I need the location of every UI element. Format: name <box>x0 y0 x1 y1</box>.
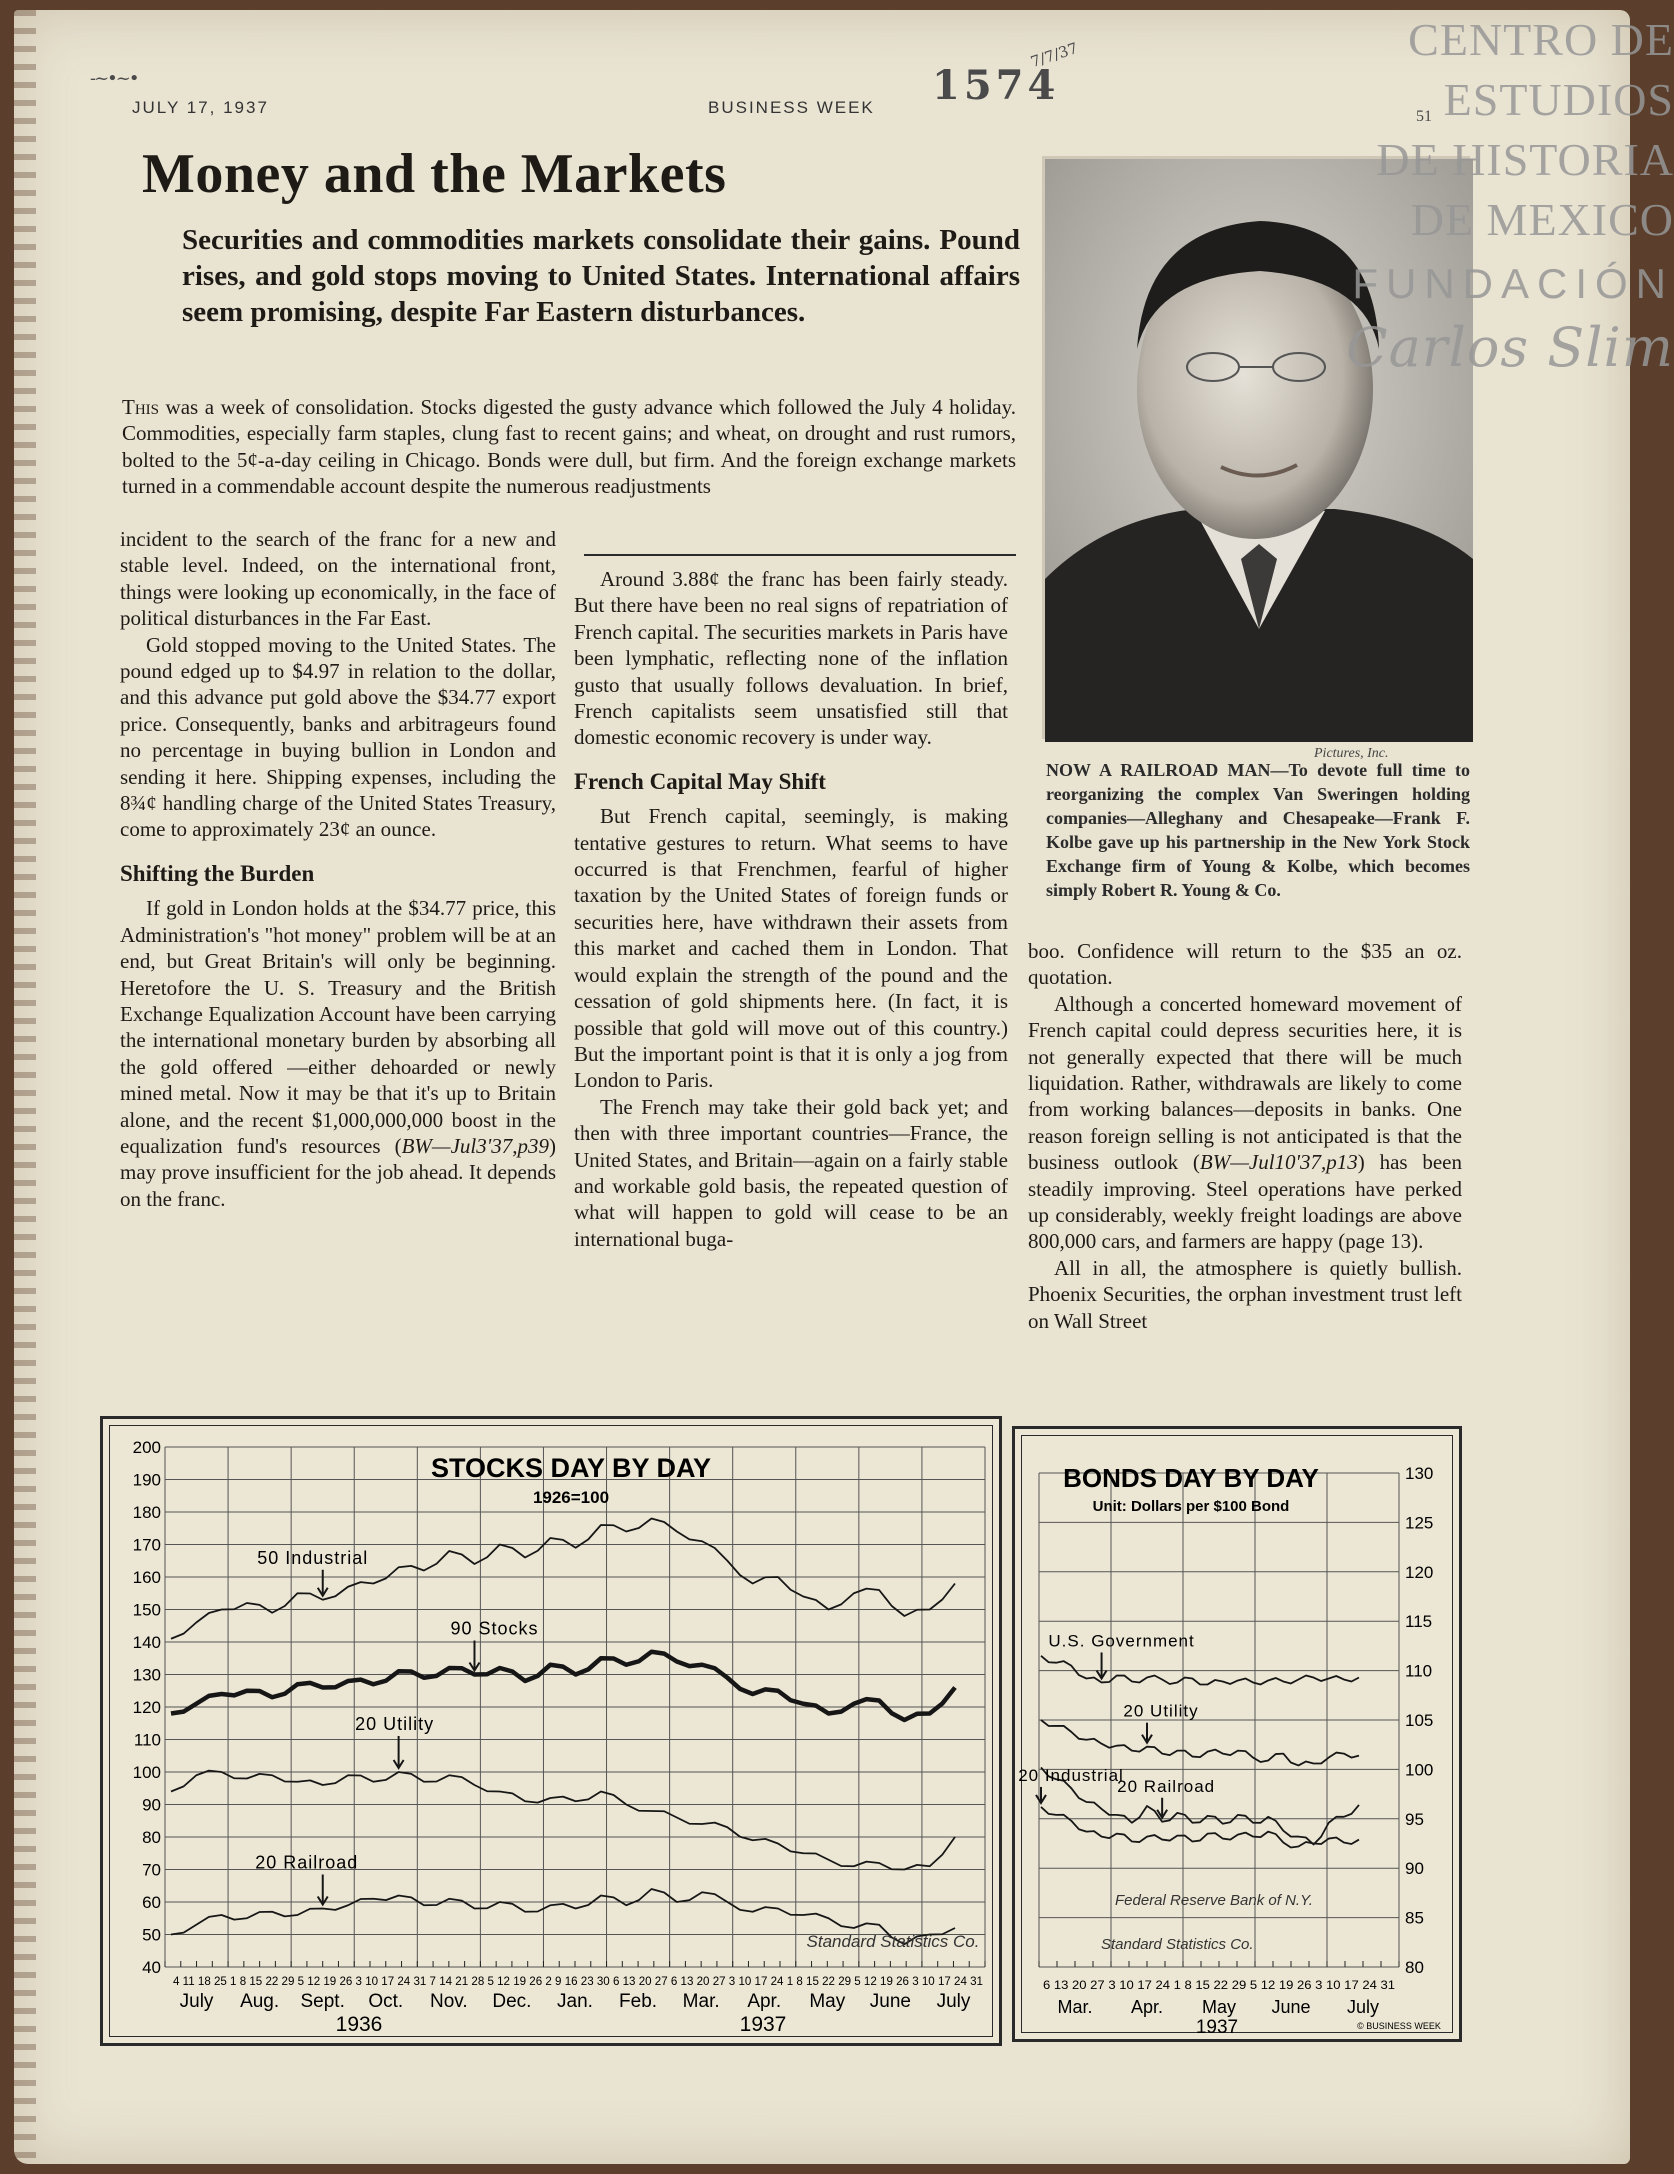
col3-paragraph-3: All in all, the atmosphere is quietly bullish. Phoenix Securities, the orphan investment trust left on Wall Street <box>1028 1255 1462 1333</box>
stocks-month-label: Oct. <box>368 1991 404 2012</box>
col3-paragraph-2: Although a concerted homeward movement of French capital could depress securities here, it is not generally expected that there will be much liquidation. Rather, withdrawals are likely to come from working balances—deposits in banks. One reason foreign selling is not anticipated is that the business outlook (BW—Jul10'37,p13) has been steadily improving. Steel operations have perked up considerably, weekly freight loadings are above 800,000 cars, and farmers are happy (page 13). <box>1028 991 1462 1254</box>
lead-text: was a week of consolidation. Stocks digested the gusty advance which followed the July 4 holiday. Commodities, especially farm staples, clung fast to recent gains; and wheat, on drought and rust rumors, bolted to the 5¢-a-day ceiling in Chicago. Bonds were dull, but firm. And the foreign exchange markets turned in a commendable account despite the numerous readjustments <box>122 395 1016 499</box>
bonds-x-day-ticks: 6 13 20 27 3 10 17 24 1 8 15 22 29 5 12 19 26 3 10 17 24 31 <box>1043 1978 1396 1992</box>
watermark-line-5: FUNDACIÓN <box>1352 260 1674 307</box>
watermark-line-4: DE MEXICO <box>1410 194 1674 245</box>
stocks-chart-svg <box>103 1419 999 2043</box>
bonds-chart-svg <box>1015 1429 1459 2039</box>
watermark-line-2: ESTUDIOS <box>1443 74 1674 125</box>
stocks-month-label: Mar. <box>682 1991 720 2012</box>
stocks-y-tick-label: 80 <box>142 1828 161 1847</box>
stocks-series-label: 20 Railroad <box>255 1852 359 1873</box>
bonds-y-tick-label: 120 <box>1405 1562 1434 1582</box>
subhead-shifting-the-burden: Shifting the Burden <box>120 860 315 886</box>
watermark-line-1: CENTRO DE <box>1408 14 1674 65</box>
article-column-3 <box>1028 938 1462 1334</box>
bonds-y-tick-label: 80 <box>1405 1958 1424 1977</box>
stocks-year-1936: 1936 <box>335 2013 383 2036</box>
stocks-month-label: Jan. <box>557 1991 593 2012</box>
bonds-y-tick-label: 95 <box>1405 1809 1424 1829</box>
stocks-series-label: 50 Industrial <box>257 1547 369 1568</box>
handwritten-note: 7/7/37 <box>1028 38 1080 72</box>
bonds-month-label: June <box>1271 1997 1311 2017</box>
photo-caption: NOW A RAILROAD MAN—To devote full time to reorganizing the complex Van Sweringen holding companies—Alleghany and Chesapeake—Frank F. Kolbe gave up his partnership in the New York Stock Exchange firm of Young & Kolbe, which becomes simply Robert R. Young & Co. <box>1046 760 1470 900</box>
magazine-page <box>14 10 1674 2164</box>
col2-paragraph-3: The French may take their gold back yet; and then with three important countries—France, the United States, and Britain—again on a fairly stable and workable gold basis, the repeated question of what will happen to gold will cease to be an international buga- <box>574 1094 1008 1251</box>
stocks-y-tick-label: 170 <box>132 1535 161 1555</box>
col1-paragraph-2: Gold stopped moving to the United States. The pound edged up to $4.97 in relation to the dollar, and this advance put gold above the $34.77 export price. Consequently, banks and arbitrageurs found no percentage in buying bullion in London and sending it here. Shipping expenses, including the 8¾¢ handling charge of the United States Treasury, come to approximately 23¢ an ounce. <box>120 632 556 842</box>
article-column-2 <box>574 566 1008 1252</box>
bonds-source-2: Standard Statistics Co. <box>1101 1936 1254 1953</box>
bonds-series-label: 20 Railroad <box>1117 1776 1216 1796</box>
lead-word: This <box>122 395 159 419</box>
stocks-month-label: Sept. <box>300 1991 345 2012</box>
bonds-y-tick-label: 130 <box>1405 1464 1434 1483</box>
stocks-month-label: May <box>809 1991 846 2012</box>
stocks-series-label: 90 Stocks <box>450 1618 539 1639</box>
stocks-month-label: Aug. <box>240 1991 280 2012</box>
stocks-month-label: July <box>936 1991 971 2012</box>
bonds-copyright: © BUSINESS WEEK <box>1357 2021 1441 2031</box>
stocks-month-label: June <box>869 1991 911 2012</box>
bonds-month-label: Mar. <box>1057 1997 1093 2017</box>
col2-paragraph-2: But French capital, seemingly, is making tentative gestures to return. What seems to have occurred is that Frenchmen, fearful of higher taxation by the United States of foreign funds or securities here, have withdrawn their assets from this market and cached them in London. That would explain the strength of the pound and the cessation of gold shipments here. (In fact, it is possible that gold will move out of this country.) But the important point is that it is only a jog from London to Paris. <box>574 804 1008 1093</box>
stocks-y-tick-label: 190 <box>132 1470 161 1490</box>
stocks-chart-subtitle: 1926=100 <box>532 1488 610 1507</box>
stocks-month-label: Nov. <box>430 1991 468 2012</box>
watermark-line-3: DE HISTORIA <box>1376 134 1674 185</box>
stocks-chart <box>100 1416 1002 2046</box>
col2-paragraph-1: Around 3.88¢ the franc has been fairly steady. But there have been no real signs of repatriation of French capital. The securities markets in Paris have been lymphatic, reflecting none of the inflation gusto that usually follows devaluation. In brief, French capitalists seem unsatisfied still that domestic economic recovery is under way. <box>574 567 1008 750</box>
stocks-source: Standard Statistics Co. <box>806 1932 980 1951</box>
stocks-y-tick-label: 110 <box>133 1730 161 1750</box>
bonds-chart <box>1012 1426 1462 2042</box>
stocks-y-tick-label: 40 <box>142 1958 161 1977</box>
column-divider-rule <box>584 554 1016 556</box>
stocks-chart-title: STOCKS DAY BY DAY <box>430 1453 712 1483</box>
bw-reference-2: BW—Jul10'37,p13 <box>1199 1150 1358 1175</box>
stocks-y-tick-label: 120 <box>132 1698 161 1717</box>
header-margin-mark: -~•~• <box>90 68 138 89</box>
bonds-y-tick-label: 105 <box>1405 1711 1434 1730</box>
bonds-month-label: May <box>1201 1997 1237 2017</box>
stocks-month-label: Apr. <box>747 1991 782 2012</box>
bonds-year-1937: 1937 <box>1195 2017 1239 2038</box>
stocks-month-label: July <box>179 1991 214 2012</box>
stocks-y-tick-label: 130 <box>132 1665 161 1685</box>
page-number: 51 <box>1416 108 1432 125</box>
bonds-y-tick-label: 90 <box>1405 1859 1424 1879</box>
bonds-y-tick-label: 125 <box>1405 1513 1434 1533</box>
stocks-y-tick-label: 90 <box>142 1795 161 1815</box>
lead-paragraph <box>122 394 1016 500</box>
bonds-y-tick-label: 100 <box>1405 1760 1434 1780</box>
stocks-y-tick-label: 50 <box>142 1925 161 1945</box>
bonds-series-label: 20 Industrial <box>1018 1765 1124 1785</box>
watermark-signature: Carlos Slim <box>1346 316 1674 379</box>
stocks-year-1937: 1937 <box>739 2013 787 2036</box>
col3-paragraph-1: boo. Confidence will return to the $35 an oz. quotation. <box>1028 939 1462 990</box>
bonds-series-label: U.S. Government <box>1048 1631 1195 1651</box>
stocks-y-tick-label: 100 <box>132 1763 161 1782</box>
stocks-month-label: Dec. <box>492 1991 532 2012</box>
issue-date: JULY 17, 1937 <box>132 98 269 117</box>
bonds-y-tick-label: 85 <box>1405 1908 1424 1928</box>
bonds-y-tick-label: 115 <box>1405 1612 1433 1632</box>
photo-credit: Pictures, Inc. <box>1314 746 1389 761</box>
article-title: Money and the Markets <box>142 143 727 205</box>
bonds-y-tick-label: 110 <box>1405 1661 1433 1681</box>
stocks-month-label: Feb. <box>619 1991 658 2012</box>
stocks-series-line <box>171 1519 955 1639</box>
bonds-series-label: 20 Utility <box>1123 1701 1199 1721</box>
stocks-y-tick-label: 140 <box>132 1633 161 1652</box>
bonds-month-label: Apr. <box>1130 1997 1164 2017</box>
stocks-y-tick-label: 180 <box>132 1503 161 1522</box>
subhead-french-capital: French Capital May Shift <box>574 768 826 794</box>
archive-watermark <box>1294 10 1674 378</box>
stocks-x-day-ticks: 4 11 18 25 1 8 15 22 29 5 12 19 26 3 10 17 24 31 7 14 21 28 5 12 19 26 2 9 16 23 30 6 13 20 27 6 13 20 27 3 10 17 24 1 8 15 22 29 5 12 19 26 3 10 17 24 31 <box>173 1974 984 1988</box>
bonds-chart-title: BONDS DAY BY DAY <box>1063 1463 1319 1493</box>
stocks-y-tick-label: 60 <box>142 1893 161 1912</box>
bonds-month-label: July <box>1346 1997 1380 2017</box>
bw-reference: BW—Jul3'37,p39 <box>401 1133 549 1158</box>
publication-name: BUSINESS WEEK <box>708 98 875 117</box>
handwritten-stamp-number: 1574 <box>932 62 1060 109</box>
bonds-chart-subtitle: Unit: Dollars per $100 Bond <box>1092 1498 1290 1515</box>
article-column-1 <box>120 526 556 1212</box>
article-deck: Securities and commodities markets consolidate their gains. Pound rises, and gold stops moving to United States. International affairs seem promising, despite Far Eastern disturbances. <box>182 224 1020 328</box>
bonds-source-1: Federal Reserve Bank of N.Y. <box>1115 1892 1313 1909</box>
stocks-series-line <box>171 1652 955 1720</box>
stocks-y-tick-label: 200 <box>132 1438 161 1457</box>
col1-paragraph-3: If gold in London holds at the $34.77 price, this Administration's "hot money" problem will be at an end, but Great Britain's will only be beginning. Heretofore the U. S. Treasury and the British Exchange Equalization Account have been carrying the international monetary burden by absorbing all the gold offered —either dehoarded or newly mined metal. Now it may be that it's up to Britain alone, and the recent $1,000,000,000 boost in the equalization fund's resources (BW—Jul3'37,p39) may prove insufficient for the job ahead. It depends on the franc. <box>120 896 556 1211</box>
stocks-series-label: 20 Utility <box>355 1714 435 1734</box>
stocks-y-tick-label: 150 <box>132 1600 161 1620</box>
col1-paragraph-1: incident to the search of the franc for a new and stable level. Indeed, on the international front, things were looking up economically, in the face of political disturbances in the Far East. <box>120 527 556 631</box>
stocks-y-tick-label: 160 <box>132 1568 161 1587</box>
bonds-series-line <box>1041 1720 1359 1765</box>
stocks-y-tick-label: 70 <box>142 1860 161 1880</box>
